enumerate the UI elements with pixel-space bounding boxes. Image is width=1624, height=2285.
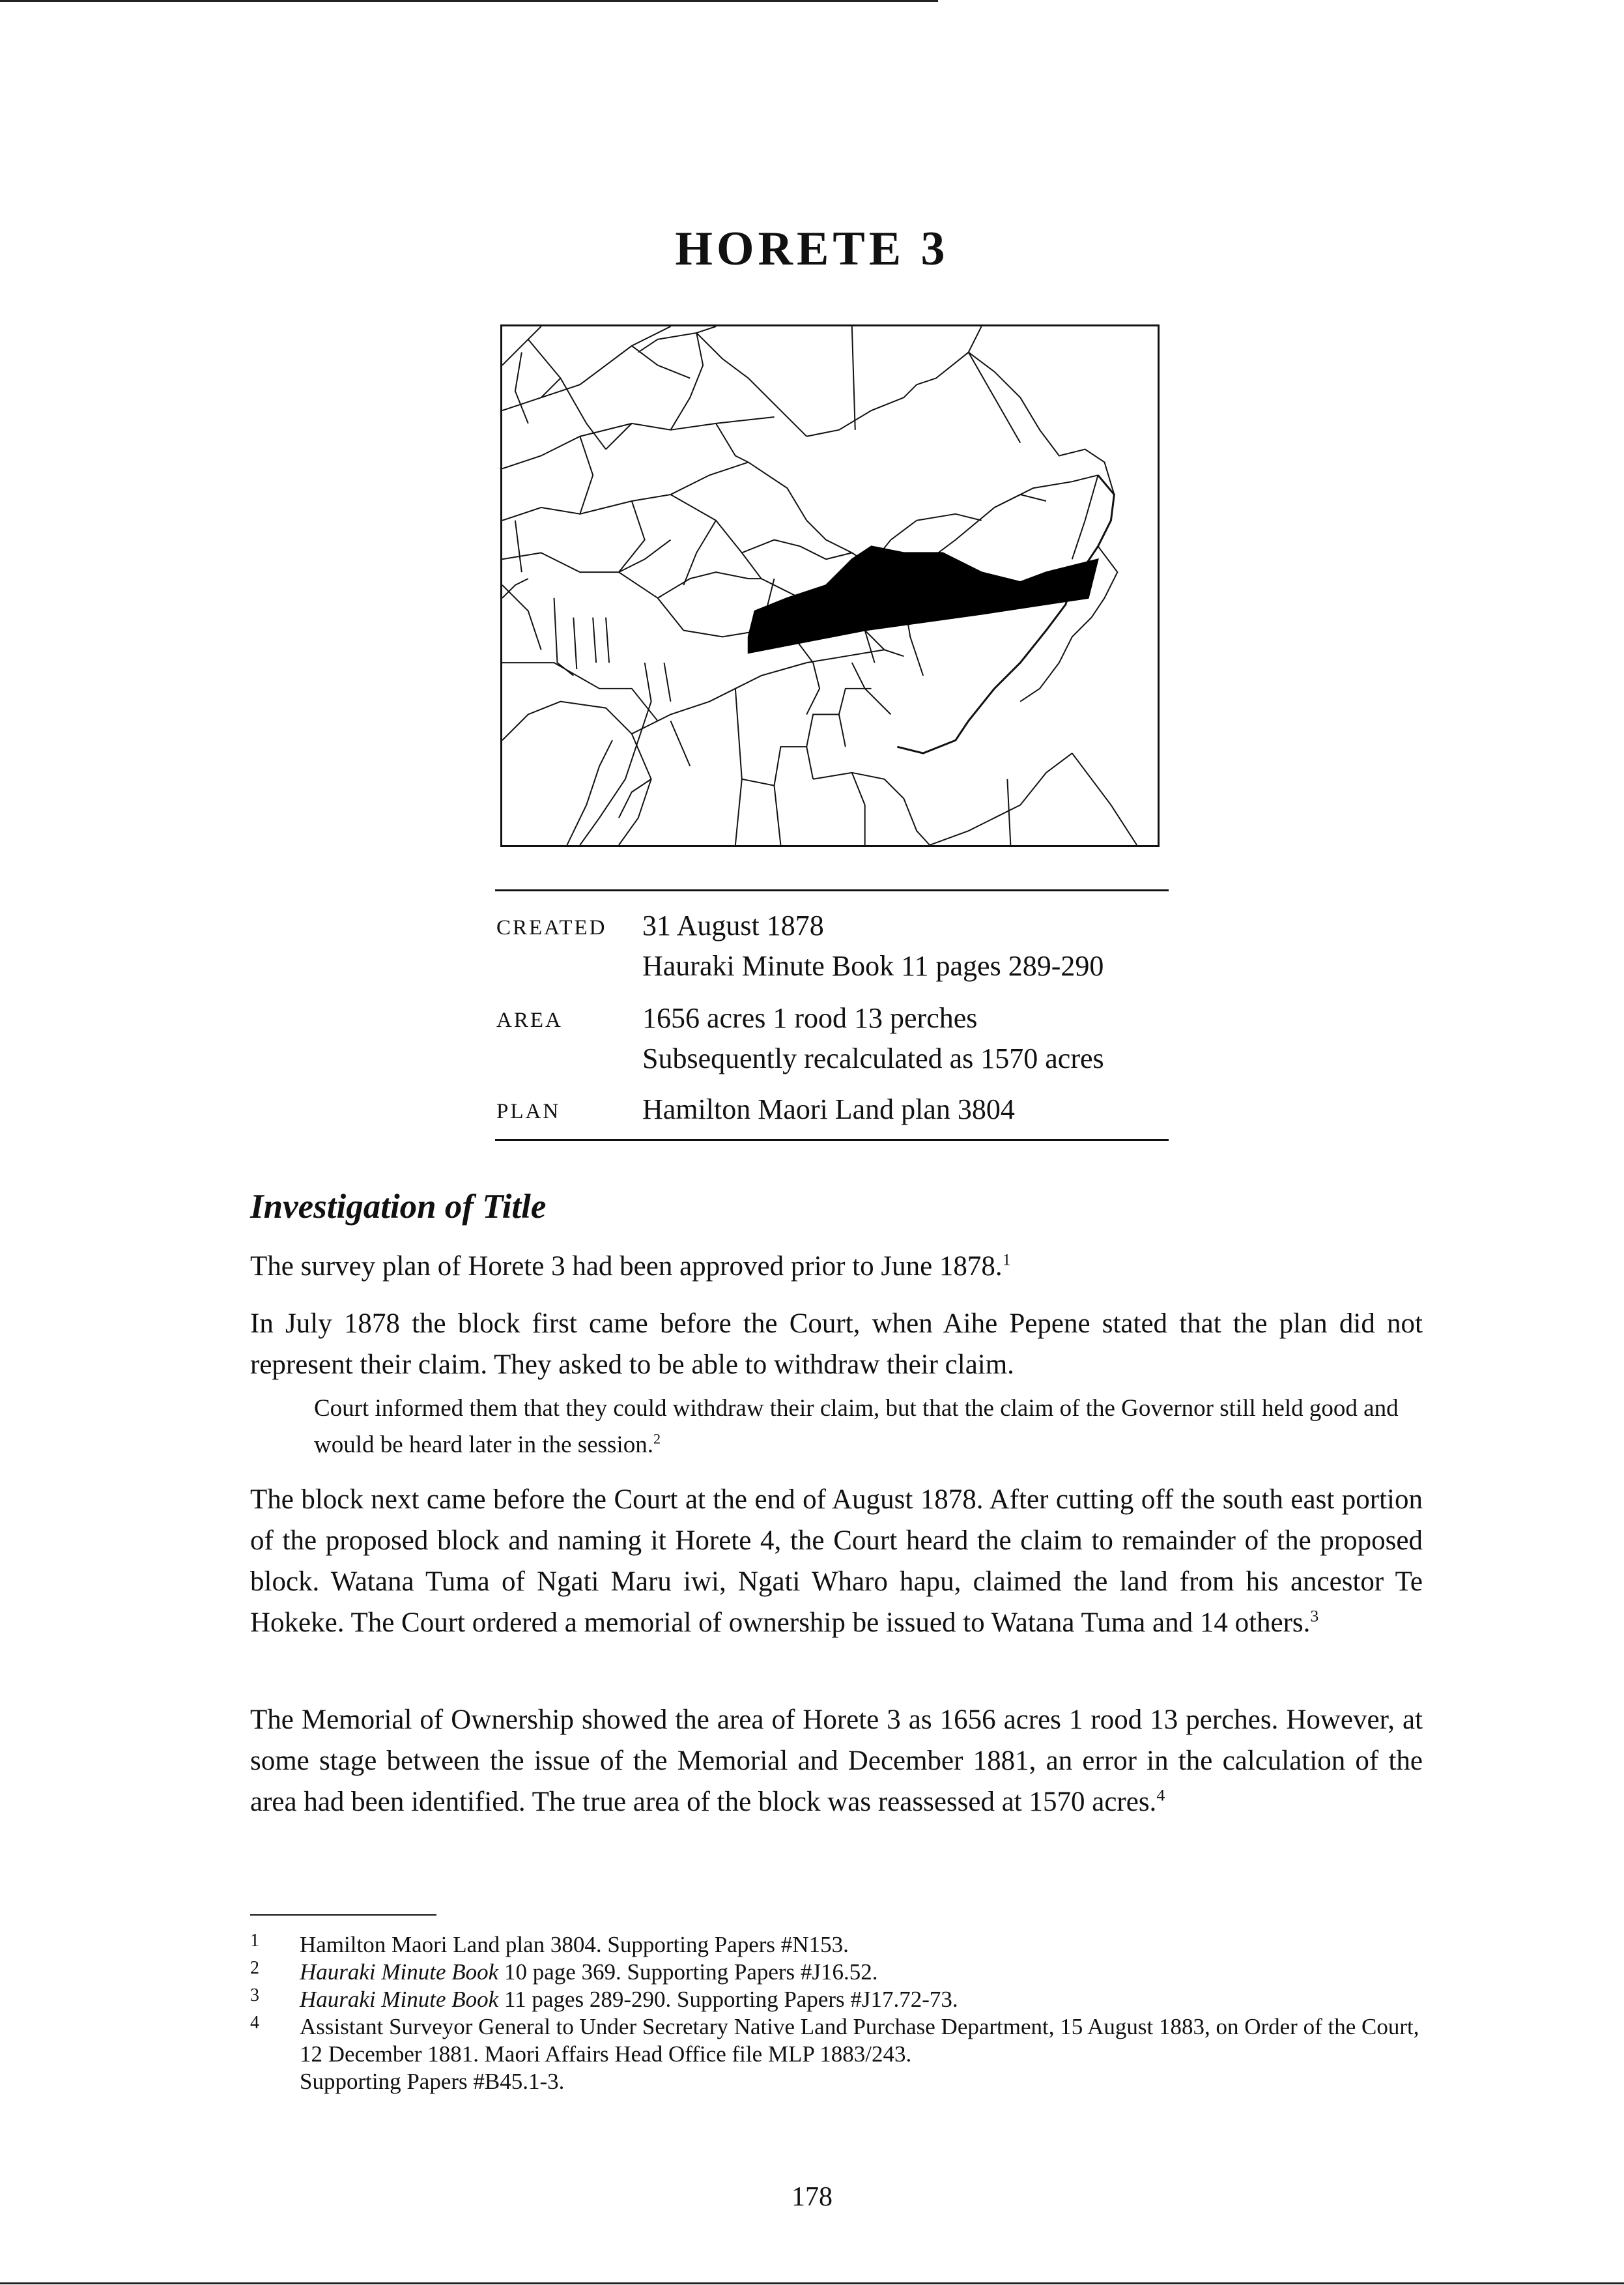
footnote-4-text-2: Supporting Papers #B45.1-3. <box>300 2069 565 2094</box>
area-value: 1656 acres 1 rood 13 perches <box>642 1002 978 1034</box>
footnote-rule <box>250 1914 436 1916</box>
block-location-map <box>500 324 1160 847</box>
footnote-4-number: 4 <box>250 2013 259 2033</box>
plan-label: PLAN <box>496 1100 561 1123</box>
footnote-ref-3: 3 <box>1310 1606 1319 1626</box>
section-heading: Investigation of Title <box>250 1188 547 1226</box>
paragraph-2: In July 1878 the block first came before the Court, when Aihe Pepene stated that the plan did not represent their claim. They asked to be able to withdraw their claim. <box>250 1308 1423 1380</box>
footnote-2-title: Hauraki Minute Book <box>300 1959 499 1985</box>
map-svg <box>502 326 1158 845</box>
page-title: HORETE 3 <box>675 222 949 276</box>
footnote-3-number: 3 <box>250 1985 259 2005</box>
footnote-ref-2: 2 <box>653 1430 661 1447</box>
footnote-4-text: Assistant Surveyor General to Under Secretary Native Land Purchase Department, 15 August 1883, on Order of the Court, 12 December 1881. Maori Affairs Head Office file MLP 1883/243. <box>300 2014 1419 2067</box>
footnote-3-body <box>300 1986 1423 2013</box>
created-label: CREATED <box>496 916 607 940</box>
footnote-3-title: Hauraki Minute Book <box>300 1987 499 2012</box>
paragraph-3 <box>250 1479 1423 1643</box>
plan-value: Hamilton Maori Land plan 3804 <box>642 1093 1015 1125</box>
footnote-2-body <box>300 1959 1423 1986</box>
page-number: 178 <box>791 2182 833 2212</box>
created-source: Hauraki Minute Book 11 pages 289-290 <box>642 950 1104 982</box>
footnote-4-body <box>300 2013 1423 2095</box>
footnote-2-number: 2 <box>250 1958 259 1978</box>
footnote-1-text: Hamilton Maori Land plan 3804. Supporting Papers #N153. <box>300 1932 849 1957</box>
footnote-ref-1: 1 <box>1002 1250 1011 1269</box>
footnote-ref-4: 4 <box>1156 1785 1165 1805</box>
area-recalculated: Subsequently recalculated as 1570 acres <box>642 1042 1104 1074</box>
paragraph-4 <box>250 1699 1423 1822</box>
paragraph-1 <box>250 1246 1423 1287</box>
footnote-3-text: 11 pages 289-290. Supporting Papers #J17.72-73. <box>498 1987 958 2012</box>
footnote-1-number: 1 <box>250 1931 259 1951</box>
paragraph-1-text: The survey plan of Horete 3 had been approved prior to June 1878. <box>250 1251 1003 1282</box>
area-label: AREA <box>496 1009 563 1032</box>
block-quote <box>314 1390 1421 1463</box>
bottom-edge-line <box>0 2282 1624 2284</box>
summary-bottom-rule <box>495 1139 1169 1141</box>
top-edge-line <box>0 0 938 2</box>
paragraph-3-text: The block next came before the Court at the end of August 1878. After cutting off the south east portion of the proposed block and naming it Horete 4, the Court heard the claim to remainder of the proposed block. Watana Tuma of Ngati Maru iwi, Ngati Wharo hapu, claimed the land from his ancestor Te Hokeke. The Court ordered a memorial of ownership be issued to Watana Tuma and 14 others. <box>250 1484 1423 1638</box>
footnote-2-text: 10 page 369. Supporting Papers #J16.52. <box>498 1959 878 1985</box>
created-date: 31 August 1878 <box>642 910 824 941</box>
block-quote-text: Court informed them that they could withdraw their claim, but that the claim of the Governor still held good and would be heard later in the session. <box>314 1395 1399 1458</box>
summary-top-rule <box>495 889 1169 891</box>
paragraph-4-text: The Memorial of Ownership showed the area of Horete 3 as 1656 acres 1 rood 13 perches. However, at some stage between the issue of the Memorial and December 1881, an error in the calculation of the area had been identified. The true area of the block was reassessed at 1570 acres. <box>250 1704 1423 1817</box>
